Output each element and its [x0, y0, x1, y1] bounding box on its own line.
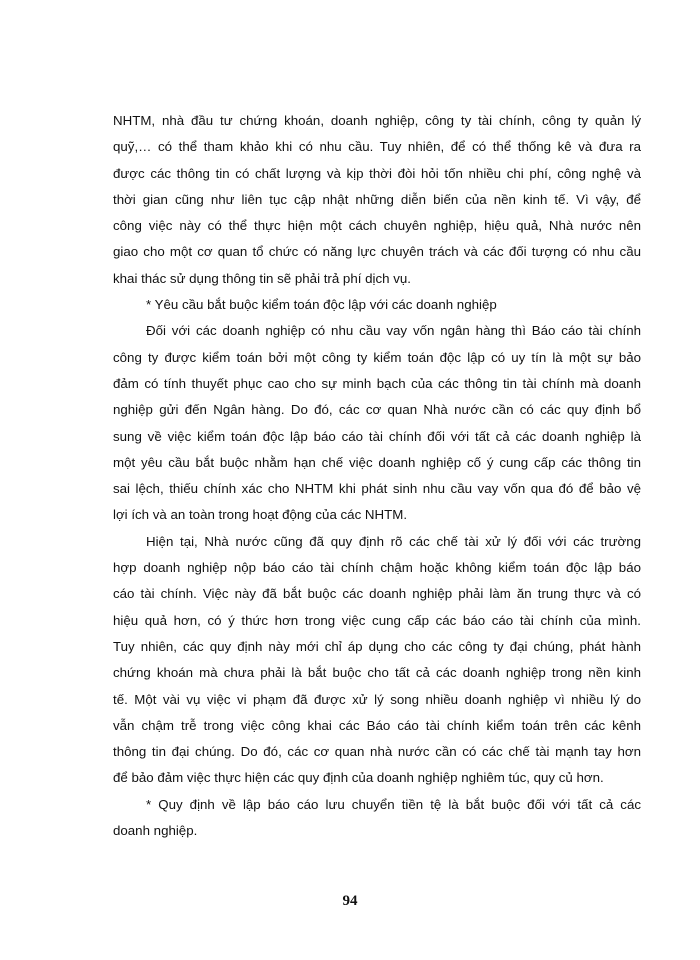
text-line: cáo tài chính. Việc này đã bắt buộc các doanh nghiệp phải làm ăn trung thực và có	[113, 586, 641, 602]
text-line: * Yêu cầu bắt buộc kiểm toán độc lập với các doanh nghiệp	[146, 297, 497, 313]
text-line: Đối với các doanh nghiệp có nhu cầu vay vốn ngân hàng thì Báo cáo tài chính	[146, 323, 641, 339]
text-line: quỹ,… có thể tham khảo khi có nhu cầu. Tuy nhiên, để có thể thống kê và đưa ra	[113, 139, 641, 155]
section-heading-independent-audit	[113, 292, 641, 318]
text-line: thời gian cũng như liên tục cập nhật những diễn biến của nền kinh tế. Vì vậy, để	[113, 191, 641, 207]
text-line: thông tin đại chúng. Do đó, các cơ quan nhà nước cần có các chế tài mạnh tay hơn	[113, 744, 641, 760]
text-line: công việc này có thể thực hiện một cách chuyên nghiệp, hiệu quả, Nhà nước nên	[113, 218, 641, 234]
text-line: một yêu cầu bắt buộc nhằm hạn chế việc doanh nghiệp cố ý cung cấp các thông tin	[113, 454, 641, 470]
text-line: giao cho một cơ quan tổ chức có năng lực chuyên trách và các đối tượng có nhu cầu	[113, 244, 641, 260]
text-line: * Quy định về lập báo cáo lưu chuyển tiền tệ là bắt buộc đối với tất cả các	[146, 796, 641, 812]
text-line: nghiệp gửi đến Ngân hàng. Do đó, các cơ quan Nhà nước cần có các quy định bổ	[113, 402, 641, 418]
section-heading-cash-flow-report	[113, 792, 641, 845]
text-line: hiệu quả hơn, có ý thức hơn trong việc cung cấp các báo cáo tài chính của mình.	[113, 612, 641, 628]
text-line: đảm có tính thuyết phục cao cho sự minh bạch của các thông tin tài chính mà doanh	[113, 375, 641, 391]
text-line: lợi ích và an toàn trong hoạt động của các NHTM.	[113, 507, 408, 523]
text-line: sai lệch, thiếu chính xác cho NHTM khi phát sinh nhu cầu vay vốn qua đó để bảo vệ	[113, 481, 641, 497]
text-line: tế. Một vài vụ việc vi phạm đã được xử lý song nhiều doanh nghiệp vì nhiều lý do	[113, 691, 641, 707]
text-line: khai thác sử dụng thông tin sẽ phải trả phí dịch vụ.	[113, 270, 411, 286]
paragraph-continuation	[113, 108, 641, 292]
page-number: 94	[342, 893, 358, 909]
text-line: công ty được kiểm toán bởi một công ty kiểm toán độc lập có uy tín là một sự bảo	[113, 349, 641, 365]
text-line: chứng khoán mà chưa phải là bắt buộc cho tất cả các doanh nghiệp trong nền kinh	[113, 665, 641, 681]
text-line: để bảo đảm việc thực hiện các quy định của doanh nghiệp nghiêm túc, quy củ hơn.	[113, 770, 604, 786]
paragraph-audit-requirement	[113, 318, 641, 528]
text-line: Tuy nhiên, các quy định này mới chỉ áp dụng cho các công ty đại chúng, phát hành	[113, 638, 641, 654]
text-line: Hiện tại, Nhà nước cũng đã quy định rõ các chế tài xử lý đối với các trường	[146, 533, 641, 549]
text-line: vẫn chậm trễ trong việc công khai các Báo cáo tài chính kiểm toán trên các kênh	[113, 717, 641, 733]
document-body	[113, 108, 641, 844]
text-line: được các thông tin có chất lượng và kịp thời đòi hỏi tốn nhiều chi phí, công nghệ và	[113, 165, 641, 181]
text-line: doanh nghiệp.	[113, 823, 198, 839]
text-line: hợp doanh nghiệp nộp báo cáo tài chính chậm hoặc không kiểm toán độc lập báo	[113, 560, 641, 576]
text-line: NHTM, nhà đầu tư chứng khoán, doanh nghiệp, công ty tài chính, công ty quản lý	[113, 113, 641, 128]
paragraph-current-regulations	[113, 529, 641, 792]
text-line: sung về việc kiểm toán độc lập báo cáo tài chính đối với tất cả các doanh nghiệp là	[113, 428, 641, 444]
